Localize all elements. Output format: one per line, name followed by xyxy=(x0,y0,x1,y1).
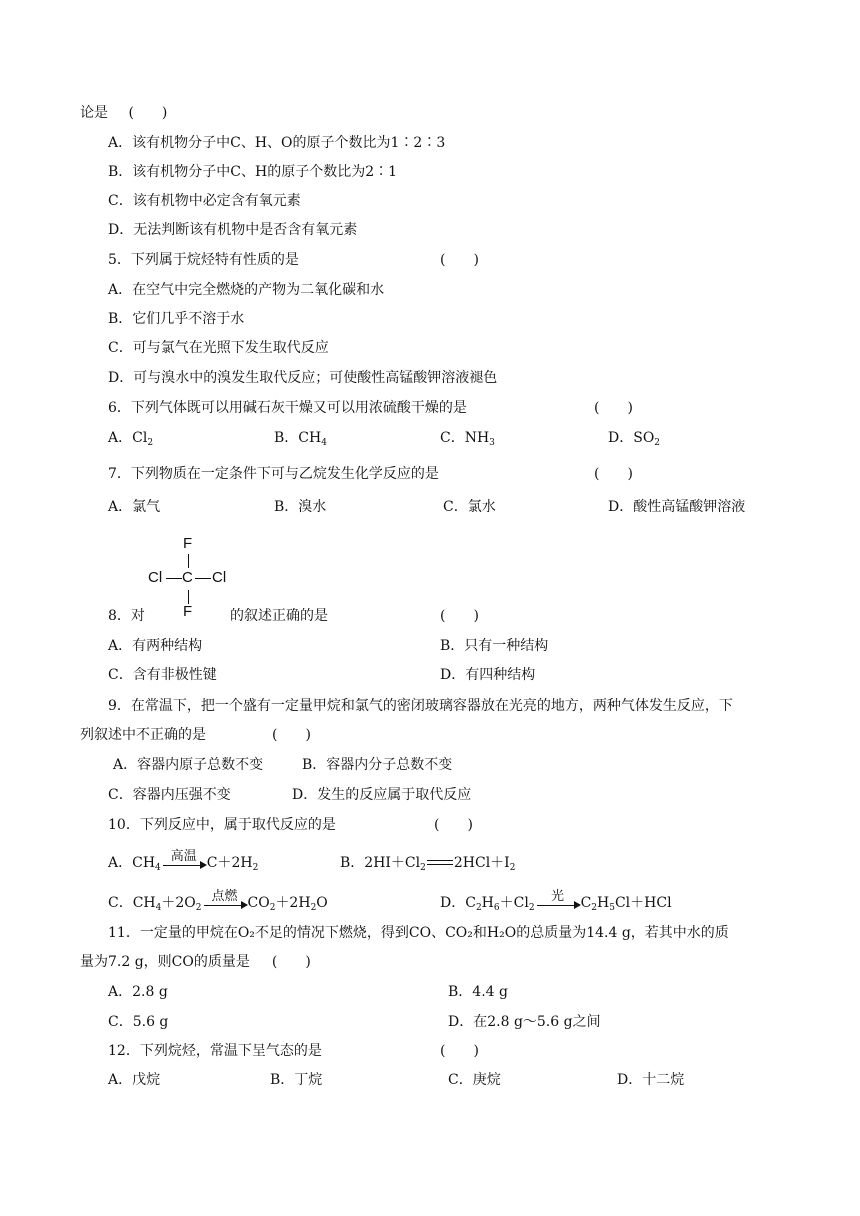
question-11-cont: 量为7.2 g，则CO的质量是 ( ) xyxy=(80,954,311,970)
question-8: 的叙述正确的是 xyxy=(230,608,328,624)
structure-top-atom: F xyxy=(183,535,193,552)
q8-option-a: A．有两种结构 xyxy=(108,638,203,654)
q12-option-b: B．丁烷 xyxy=(270,1072,323,1088)
q12-blank: ( ) xyxy=(440,1043,479,1059)
q7-option-b: B．溴水 xyxy=(274,499,327,515)
q7-option-a: A．氯气 xyxy=(108,499,161,515)
question-9: 9．在常温下，把一个盛有一定量甲烷和氯气的密闭玻璃容器放在光亮的地方，两种气体发生反应，下 xyxy=(108,698,733,714)
structure-bottom-atom: F xyxy=(183,603,193,620)
q8-option-b: B．只有一种结构 xyxy=(440,638,549,654)
answer-blank: ( ) xyxy=(128,105,168,121)
q5-option-d: D．可与溴水中的溴发生取代反应；可使酸性高锰酸钾溶液褪色 xyxy=(108,370,498,386)
q4-option-a: A．该有机物分子中C、H、O的原子个数比为1∶2∶3 xyxy=(108,135,446,151)
q7-blank: ( ) xyxy=(594,466,633,482)
structure-bond-right xyxy=(195,578,211,579)
q5-option-a: A．在空气中完全燃烧的产物为二氧化碳和水 xyxy=(108,282,385,298)
q11-blank: ( ) xyxy=(271,954,311,970)
q7-option-c: C．氯水 xyxy=(443,499,496,515)
structure-bond-bottom xyxy=(188,590,189,604)
question-7: 7．下列物质在一定条件下可与乙烷发生化学反应的是 xyxy=(108,466,439,482)
structure-bond-top xyxy=(188,554,189,568)
dichlorodifluoromethane-structure xyxy=(148,534,234,620)
q10-option-d: D．$C_2H_6+Cl_2$ 光 $C_2H_5Cl+HCl$ xyxy=(440,889,672,913)
question-8-prefix: 8．对 xyxy=(108,608,145,624)
q11-option-d: D．在2.8 g～5.6 g之间 xyxy=(448,1014,601,1030)
q4-option-d: D．无法判断该有机物中是否含有氧元素 xyxy=(108,222,358,238)
q8-blank: ( ) xyxy=(440,608,479,624)
q12-option-a: A．戊烷 xyxy=(108,1072,161,1088)
question-11: 11．一定量的甲烷在O₂不足的情况下燃烧，得到CO、CO₂和H₂O的总质量为14.4 g，若其中水的质 xyxy=(108,925,729,941)
q9-option-b: B．容器内分子总数不变 xyxy=(302,757,453,773)
q10-option-b: B．$2HI+Cl_2$ $2HCl+I_2$ xyxy=(340,855,516,873)
q5-blank: ( ) xyxy=(440,252,479,268)
q6-option-c: C．$NH_3$ xyxy=(440,430,495,448)
q6-option-a: A．$Cl_2$ xyxy=(108,430,154,448)
question-6: 6．下列气体既可以用碱石灰干燥又可以用浓硫酸干燥的是 xyxy=(108,400,467,416)
q10-option-a: A．$CH_4$ 高温 $C+2H_2$ xyxy=(108,849,259,873)
structure-left-atom: Cl xyxy=(148,569,163,586)
q11-option-a: A．2.8 g xyxy=(108,984,168,1000)
q5-option-b: B．它们几乎不溶于水 xyxy=(108,311,245,327)
q9-option-c: C．容器内压强不变 xyxy=(108,787,231,803)
q5-option-c: C．可与氯气在光照下发生取代反应 xyxy=(108,340,329,356)
question-9-cont: 列叙述中不正确的是 ( ) xyxy=(80,727,311,743)
q12-option-c: C．庚烷 xyxy=(448,1072,501,1088)
question-10: 10．下列反应中，属于取代反应的是 xyxy=(108,817,336,833)
reaction-arrow: 光 xyxy=(535,893,581,913)
q6-option-b: B．$CH_4$ xyxy=(274,430,327,448)
q10-blank: ( ) xyxy=(434,817,473,833)
question-4-stem-end: 论是 ( ) xyxy=(80,105,168,121)
q6-blank: ( ) xyxy=(594,400,633,416)
q9-option-d: D．发生的反应属于取代反应 xyxy=(292,787,472,803)
q10-option-c: C．$CH_4+2O_2$ 点燃 $CO_2+2H_2O$ xyxy=(108,889,328,913)
q4-option-c: C．该有机物中必定含有氧元素 xyxy=(108,193,301,209)
q9-option-a: A．容器内原子总数不变 xyxy=(113,757,264,773)
q11-option-c: C．5.6 g xyxy=(108,1014,169,1030)
structure-right-atom: Cl xyxy=(212,569,227,586)
question-5: 5．下列属于烷烃特有性质的是 xyxy=(108,252,299,268)
reaction-arrow: 点燃 xyxy=(202,893,248,913)
q9-blank: ( ) xyxy=(272,727,311,743)
q6-option-d: D．$SO_2$ xyxy=(608,430,661,448)
q4-option-b: B．该有机物分子中C、H的原子个数比为2∶1 xyxy=(108,164,398,180)
q8-option-c: C．含有非极性键 xyxy=(108,667,217,683)
equals-sign xyxy=(426,859,454,867)
question-12: 12．下列烷烃，常温下呈气态的是 xyxy=(108,1043,322,1059)
structure-center-atom: C xyxy=(182,569,193,586)
q8-option-d: D．有四种结构 xyxy=(440,667,536,683)
reaction-arrow: 高温 xyxy=(161,853,207,873)
q7-option-d: D．酸性高锰酸钾溶液 xyxy=(608,499,746,515)
q11-option-b: B．4.4 g xyxy=(448,984,508,1000)
q12-option-d: D．十二烷 xyxy=(617,1072,685,1088)
structure-bond-left xyxy=(166,578,182,579)
